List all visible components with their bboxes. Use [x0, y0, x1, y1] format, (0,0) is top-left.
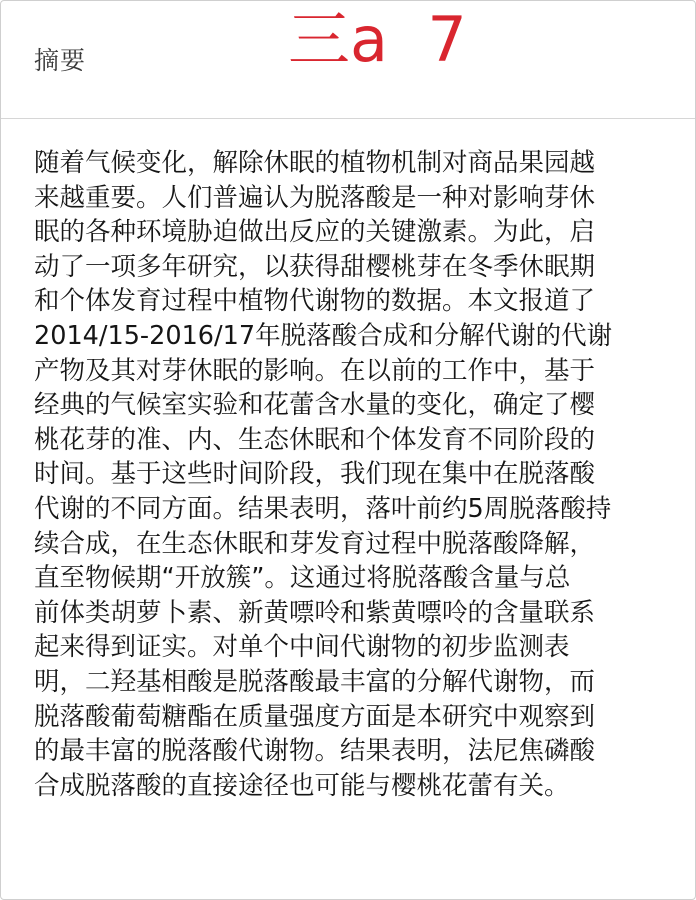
abstract-line: 产物及其对芽休眠的影响。在以前的工作中，基于 — [34, 355, 596, 386]
abstract-line: 代谢的不同方面。结果表明，落叶前约5周脱落酸持 — [34, 493, 612, 524]
abstract-line: 明，二羟基相酸是脱落酸最丰富的分解代谢物，而 — [34, 666, 596, 697]
abstract-line: 起来得到证实。对单个中间代谢物的初步监测表 — [34, 632, 570, 663]
abstract-line: 经典的气候室实验和花蕾含水量的变化，确定了樱 — [34, 390, 596, 421]
abstract-line: 合成脱落酸的直接途径也可能与樱桃花蕾有关。 — [34, 770, 570, 801]
abstract-line: 随着气候变化，解除休眠的植物机制对商品果园越 — [34, 148, 596, 178]
section-title: 摘要 — [34, 46, 87, 75]
card-header — [1, 1, 695, 119]
abstract-line: 时间。基于这些时间阶段，我们现在集中在脱落酸 — [34, 459, 596, 490]
abstract-line: 脱落酸葡萄糖酯在质量强度方面是本研究中观察到 — [34, 701, 596, 732]
abstract-line: 2014/15-2016/17年脱落酸合成和分解代谢的代谢 — [34, 320, 613, 351]
abstract-body — [34, 146, 674, 803]
abstract-line: 和个体发育过程中植物代谢物的数据。本文报道了 — [34, 286, 596, 317]
abstract-line: 眠的各种环境胁迫做出反应的关键激素。为此，启 — [34, 217, 596, 248]
abstract-line: 的最丰富的脱落酸代谢物。结果表明，法尼焦磷酸 — [34, 736, 596, 767]
abstract-line: 前体类胡萝卜素、新黄嘌呤和紫黄嘌呤的含量联系 — [34, 597, 596, 628]
handwritten-mark: 三a 7 — [288, 3, 467, 76]
abstract-line: 直至物候期“开放簇”。这通过将脱落酸含量与总 — [34, 563, 571, 594]
abstract-line: 来越重要。人们普遍认为脱落酸是一种对影响芽休 — [34, 182, 596, 213]
abstract-line: 桃花芽的准、内、生态休眠和个体发育不同阶段的 — [34, 424, 596, 455]
abstract-line: 动了一项多年研究，以获得甜樱桃芽在冬季休眠期 — [34, 251, 596, 282]
abstract-line: 续合成，在生态休眠和芽发育过程中脱落酸降解， — [34, 528, 596, 559]
